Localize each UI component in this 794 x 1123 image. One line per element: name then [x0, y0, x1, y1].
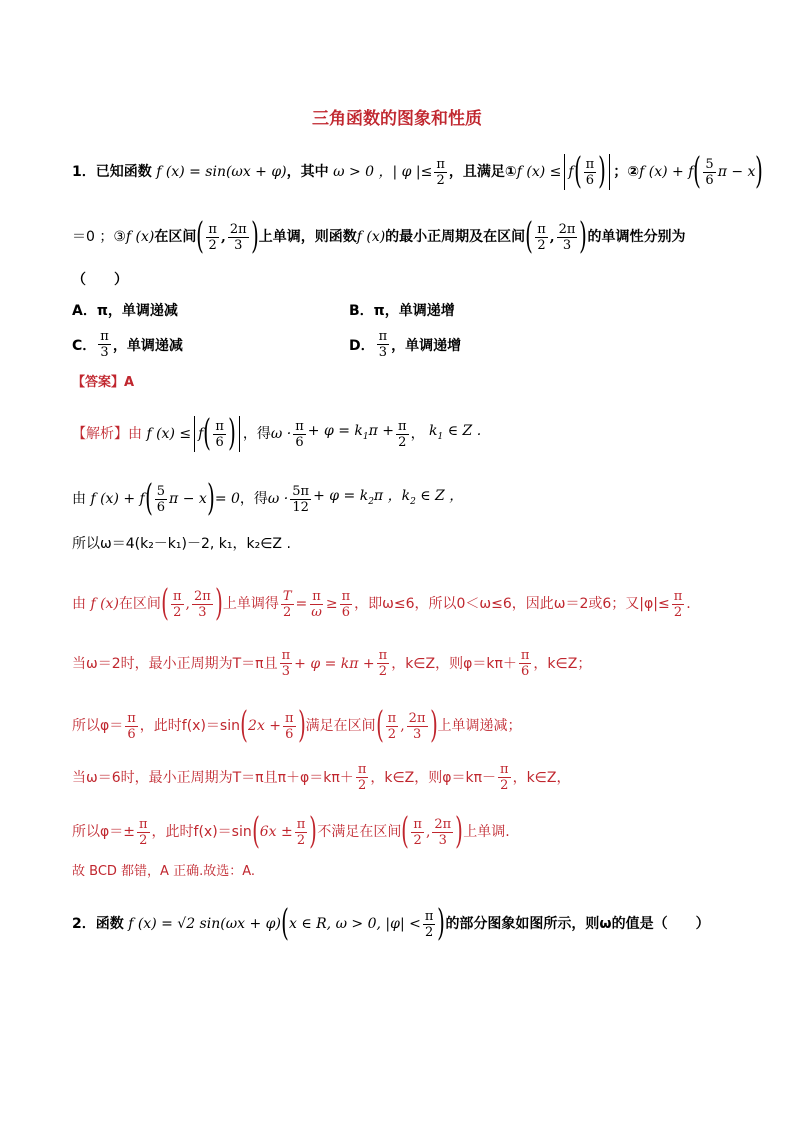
analysis-l1b: ，得 [242, 426, 271, 442]
q1-satisfy: ，且满足① [448, 164, 517, 180]
analysis-l1c: ， [410, 426, 425, 442]
analysis-line3: 所以ω＝4(k₂－k₁)－2, k₁，k₂∈Z . [72, 536, 291, 552]
q1-eq0: ＝0 ；③ [72, 229, 126, 245]
analysis-line1: 【解析】 由 f (x) ≤ f ( $\frac{\pi}{6}$ ) ，得 ω · $\frac{\pi}{6}$ + $\varphi = k_1\pi$ + $\frac{\pi}{2}$ ， $k_1$ ∈ Z . [72, 413, 482, 454]
analysis-l5a: 当ω＝2时，最小正周期为T＝π且 [72, 655, 278, 672]
analysis-l6a: 所以φ＝ [72, 718, 124, 734]
q1-line1: 1．已知函数 f (x) = sin(ωx + φ) ，其中 ω > 0 ，| φ |≤ $\frac{\pi}{2}$ ，且满足① f (x) ≤ f ( $\frac{\pi}{6}$ ) ；② f (x) + f ( $\frac{5}{6}$ π − x ) [72, 151, 764, 192]
page-title: 三角函数的图象和性质 [312, 109, 482, 129]
choice-c: C． $\frac{\pi}{3}$ ，单调递减 [72, 329, 183, 360]
q1-semi2: ；② [613, 164, 640, 180]
analysis-line8: 所以φ＝± $\frac{\pi}{2}$ ，此时f(x)＝sin ( 6x ± $\frac{\pi}{2}$ ) 不满足在区间 ( $\frac{\pi}{2}$ , $\frac{2\pi}{3}$ ) 上单调. [72, 811, 510, 852]
q2-mid: 的部分图象如图所示，则ω的值是（ ） [445, 916, 710, 932]
choice-c-text: ，单调递减 [112, 337, 183, 354]
choice-c-label: C． [72, 337, 97, 354]
q1-cond: ，其中 [286, 164, 329, 180]
analysis-line6: 所以φ＝ $\frac{\pi}{6}$ ，此时f(x)＝sin ( 2x + $\frac{\pi}{6}$ ) 满足在区间 ( $\frac{\pi}{2}$ , $\frac{2\pi}{3}$ ) 上单调递减； [72, 705, 522, 746]
analysis-line4: 由 f (x) 在区间 ( $\frac{\pi}{2}$ , $\frac{2\pi}{3}$ ) 上单调得 $\frac{T}{2}$ = $\frac{\pi}{\omega}$ ≥ $\frac{\pi}{6}$ ，即ω≤6，所以0＜ω≤6，因此ω＝2或6；又|φ|≤ $\frac{\pi}{2}$ . [72, 583, 691, 624]
q1-period: 的最小正周期及在区间 [385, 229, 526, 245]
choice-a: A．π，单调递减 [72, 303, 178, 319]
analysis-line9: 故 BCD 都错，A 正确.故选：A. [72, 864, 255, 879]
q1-end: 的单调性分别为 [587, 229, 686, 245]
analysis-l7c: ，k∈Z， [512, 769, 571, 786]
analysis-l7a: 当ω＝6时，最小正周期为T＝π且π＋φ＝kπ＋ [72, 769, 354, 786]
analysis-l1a: 由 [128, 426, 142, 442]
analysis-l6d: 上单调递减； [437, 718, 522, 734]
analysis-line7: 当ω＝6时，最小正周期为T＝π且π＋φ＝kπ＋ $\frac{\pi}{2}$ ，k∈Z，则φ＝kπ－ $\frac{\pi}{2}$ ，k∈Z， [72, 762, 571, 793]
q1-mono: 上单调，则函数 [258, 229, 357, 245]
choice-d-label: D． [349, 337, 375, 354]
choice-d: D． $\frac{\pi}{3}$ ，单调递增 [349, 329, 462, 360]
q1-prefix: 1．已知函数 [72, 164, 152, 180]
q2-line: 2．函数 f (x) = √2 sin(ωx + φ) ( x ∈ R, ω > 0, |φ| < $\frac{\pi}{2}$ ) 的部分图象如图所示，则ω的值是（ ） [72, 903, 710, 944]
analysis-l4b: 在区间 [118, 596, 161, 612]
analysis-label: 【解析】 [72, 426, 128, 442]
analysis-l8b: ，此时f(x)＝sin [151, 824, 252, 840]
analysis-l4c: 上单调得 [222, 596, 279, 612]
q1-line2: ＝0 ；③ f (x) 在区间 ( $\frac{\pi}{2}$ , $\frac{2\pi}{3}$ ) 上单调，则函数 f (x) 的最小正周期及在区间 ( $\frac{\pi}{2}$ , $\frac{2\pi}{3}$ ) 的单调性分别为 [72, 216, 686, 257]
analysis-l2b: ，得 [239, 491, 268, 507]
answer-value: A [124, 375, 135, 390]
q1-paren: （ ） [72, 272, 128, 288]
analysis-line2: 由 f (x) + f ( $\frac{5}{6}$ π − x ) = 0 ，得 ω · $\frac{5\pi}{12}$ + $\varphi = k_2\pi$ ，$k_2$ ∈ Z ， [72, 478, 464, 519]
analysis-l6b: ，此时f(x)＝sin [139, 718, 240, 734]
choice-b: B．π，单调递增 [349, 303, 455, 319]
analysis-l8d: 上单调. [463, 824, 510, 840]
analysis-l4a: 由 [72, 596, 86, 612]
analysis-l8a: 所以φ＝± [72, 824, 135, 840]
q2-prefix: 2．函数 [72, 916, 124, 932]
analysis-l8c: 不满足在区间 [317, 824, 402, 840]
analysis-l5b: ，k∈Z，则φ＝kπ＋ [391, 655, 517, 672]
analysis-l7b: ，k∈Z，则φ＝kπ－ [370, 769, 497, 786]
analysis-l2a: 由 [72, 491, 86, 507]
analysis-l6c: 满足在区间 [305, 718, 376, 734]
analysis-l5c: ，k∈Z； [533, 655, 592, 672]
choice-d-text: ，单调递增 [391, 337, 462, 354]
analysis-l4d: ，即ω≤6，所以0＜ω≤6，因此ω＝2或6；又|φ|≤ [354, 596, 670, 612]
answer-line [72, 373, 134, 393]
analysis-line5: 当ω＝2时，最小正周期为T＝π且 $\frac{\pi}{3}$ + φ = kπ + $\frac{\pi}{2}$ ，k∈Z，则φ＝kπ＋ $\frac{\pi}{6}$ ，k∈Z； [72, 648, 592, 679]
answer-label: 【答案】 [72, 375, 125, 390]
q1-interval: 在区间 [154, 229, 197, 245]
